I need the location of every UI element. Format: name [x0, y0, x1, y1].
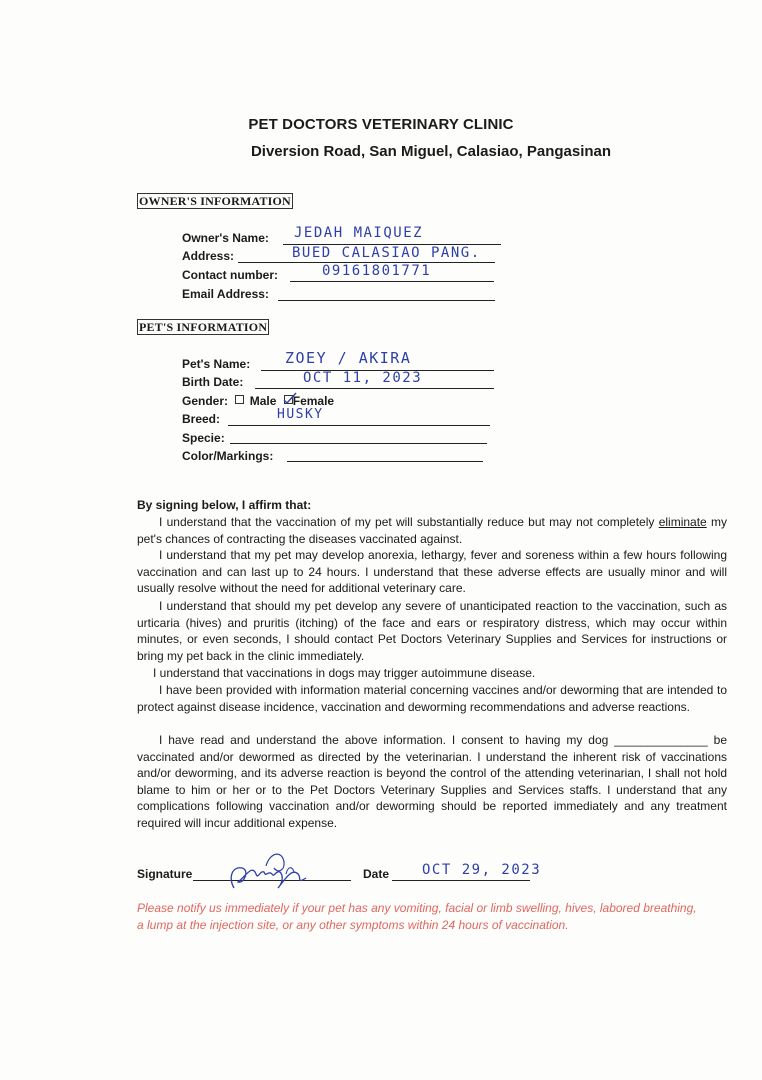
- p1-underlined-word: eliminate: [658, 515, 707, 529]
- date-label: Date: [363, 867, 390, 881]
- owner-name-value: JEDAH MAIQUEZ: [294, 225, 424, 241]
- affirmation-title: By signing below, I affirm that:: [137, 498, 312, 512]
- owner-email-field[interactable]: [182, 287, 269, 301]
- male-option-label: Male: [249, 394, 277, 408]
- owner-name-label: Owner's Name:: [182, 231, 269, 245]
- owner-contact-line: [290, 281, 494, 282]
- clinic-address: Diversion Road, San Miguel, Calasiao, Pangasinan: [250, 143, 612, 160]
- owner-section-heading: OWNER'S INFORMATION: [139, 194, 291, 208]
- date-line[interactable]: [392, 880, 530, 881]
- post-vaccination-notice: Please notify us immediately if your pet has any vomiting, facial or limb swelling, hives, labored breathing, a lump at the injection site, or any other symptoms within 24 hours of vaccination.: [137, 901, 697, 932]
- pet-specie-line: [230, 443, 487, 444]
- handwritten-signature-icon: [222, 848, 314, 894]
- check-mark-icon: [283, 392, 297, 404]
- pet-gender-field: [182, 394, 334, 408]
- pet-birthdate-value: OCT 11, 2023: [303, 370, 423, 386]
- affirmation-paragraph-4: [137, 665, 727, 682]
- pet-name-label: Pet's Name:: [182, 357, 251, 371]
- dog-name-blank[interactable]: ______________: [614, 733, 708, 747]
- owner-email-line: [278, 300, 495, 301]
- pet-breed-field[interactable]: [182, 407, 324, 426]
- pet-breed-value: HUSKY: [277, 407, 324, 422]
- pet-color-field[interactable]: [182, 449, 273, 463]
- pet-color-line: [287, 461, 483, 462]
- owner-address-value: BUED CALASIAO PANG.: [292, 245, 481, 261]
- p2-text: I understand that my pet may develop anorexia, lethargy, fever and soreness within a few hours following vaccination and can last up to 24 hours. I understand that these adverse effects are usually minor and will usually resolve without the need for additional veterinary care.: [137, 548, 727, 596]
- signature-label: Signature: [137, 867, 193, 881]
- signature-date-value: OCT 29, 2023: [422, 862, 542, 878]
- owner-contact-field[interactable]: [182, 263, 432, 282]
- pet-breed-line: [228, 425, 490, 426]
- pet-specie-label: Specie:: [182, 431, 225, 445]
- affirmation-paragraph-5: [137, 682, 727, 715]
- affirmation-paragraph-1: [137, 514, 727, 547]
- p6-text-a: I have read and understand the above information. I consent to having my dog: [159, 733, 609, 747]
- affirmation-paragraph-2: [137, 547, 727, 597]
- owner-email-label: Email Address:: [182, 287, 269, 301]
- affirmation-paragraph-3: [137, 598, 727, 664]
- pet-birthdate-label: Birth Date:: [182, 375, 244, 389]
- affirmation-paragraph-6: [137, 732, 727, 832]
- female-option-label: Female: [292, 394, 335, 408]
- pet-name-field[interactable]: [182, 349, 412, 371]
- pet-gender-label: Gender:: [182, 394, 229, 408]
- female-checkbox[interactable]: [284, 395, 293, 404]
- pet-name-value: ZOEY / AKIRA: [285, 349, 412, 367]
- pet-birthdate-field[interactable]: [182, 370, 423, 389]
- owner-address-label: Address:: [182, 249, 235, 263]
- pet-color-label: Color/Markings:: [182, 449, 274, 463]
- p1-text-b: my pet's chances of contracting the diseases vaccinated against.: [137, 515, 727, 546]
- owner-address-field[interactable]: [182, 245, 481, 263]
- pet-breed-label: Breed:: [182, 412, 221, 426]
- p5-text: I have been provided with information material concerning vaccines and/or deworming that are intended to protect against disease incidence, vaccination and deworming recommendations and adverse reactions.: [137, 683, 727, 714]
- pet-birthdate-line: [255, 388, 494, 389]
- pet-specie-field[interactable]: [182, 431, 225, 445]
- p6-text-b: be vaccinated and/or dewormed as directed by the veterinarian. I understand the inherent risk of vaccinations and/or deworming, and its adverse reaction is beyond the control of the attending veterinarian, I shall not hold blame to him or her or to the Pet Doctors Veterinary Supplies and Services staffs. I understand that any complications following vaccination and/or deworming should be reported immediately and any treatment required will incur additional expense.: [137, 733, 727, 830]
- clinic-name: PET DOCTORS VETERINARY CLINIC: [248, 116, 514, 133]
- owner-name-field[interactable]: [182, 225, 424, 245]
- p4-text: I understand that vaccinations in dogs may trigger autoimmune disease.: [153, 666, 536, 680]
- p1-text-a: I understand that the vaccination of my pet will substantially reduce but may not completely: [159, 515, 655, 529]
- owner-contact-label: Contact number:: [182, 268, 278, 282]
- male-checkbox[interactable]: [235, 395, 244, 404]
- owner-contact-value: 09161801771: [322, 263, 432, 279]
- pet-section-heading: PET'S INFORMATION: [139, 320, 268, 334]
- p3-text: I understand that should my pet develop any severe of unanticipated reaction to the vaccination, such as urticaria (hives) and pruritis (itching) of the face and ears or respiratory distress, which may occur within minutes, or even seconds, I should contact Pet Doctors Veterinary Supplies and Services for instructions or bring my pet back in the clinic immediately.: [137, 599, 727, 663]
